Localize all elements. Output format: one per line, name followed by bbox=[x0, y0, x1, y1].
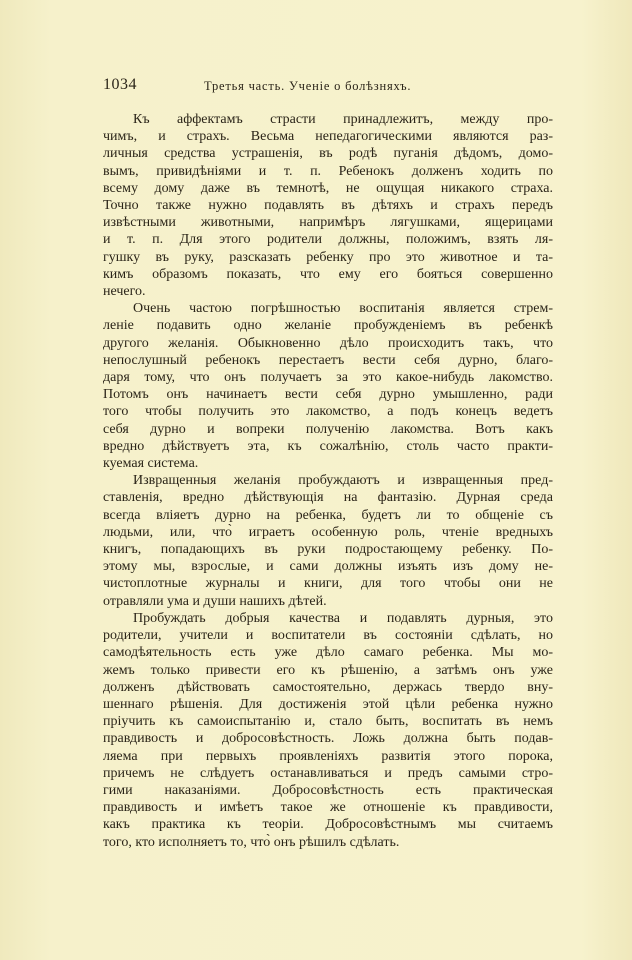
text-line: того чтобы получить это лакомство, а подъ конецъ ведетъ bbox=[103, 404, 553, 420]
text-line: этому мы, взрослые, и сами должны изъять изъ дому не- bbox=[103, 559, 553, 575]
text-line: леніе подавить одно желаніе пробужденіемъ въ ребенкѣ bbox=[103, 318, 553, 334]
text-line: другого желанія. Обыкновенно дѣло происходитъ такъ, что bbox=[103, 335, 553, 351]
text-line: Пробуждать добрыя качества и подавлять дурныя, это bbox=[133, 610, 553, 626]
text-line: причемъ не слѣдуетъ останавливаться и предъ самыми стро- bbox=[103, 765, 553, 781]
text-line: Потомъ онъ начинаетъ вести себя дурно умышленно, ради bbox=[103, 387, 553, 403]
text-line: гушку въ руку, разсказать ребенку про это животное и та- bbox=[103, 249, 553, 265]
text-line: извѣстными животными, напримѣръ лягушками, ящерицами bbox=[103, 215, 553, 231]
text-line: гими наказаніями. Добросовѣстность есть практическая bbox=[103, 782, 553, 798]
text-line: жемъ только привести его къ рѣшенію, а затѣмъ онъ уже bbox=[103, 662, 553, 678]
text-line: куемая система. bbox=[103, 456, 199, 472]
text-line: того, кто исполняетъ то, что̀ онъ рѣшилъ сдѣлать. bbox=[103, 834, 400, 850]
running-header bbox=[103, 76, 553, 98]
text-line: кимъ образомъ показать, что ему его бояться совершенно bbox=[103, 266, 553, 282]
paragraph bbox=[103, 111, 553, 300]
text-line: чистоплотные журналы и книги, для того чтобы они не bbox=[103, 576, 553, 592]
text-line: непослушный ребенокъ перестаетъ вести себя дурно, благо- bbox=[103, 352, 553, 368]
text-line: чимъ, и страхъ. Весьма непедагогическими являются раз- bbox=[103, 129, 553, 145]
text-line: ставленія, вредно дѣйствующія на фантазію. Дурная среда bbox=[103, 490, 553, 506]
text-line: вредно дѣйствуетъ эта, къ сожалѣнію, столь часто практи- bbox=[103, 438, 553, 454]
paragraph bbox=[103, 610, 553, 851]
text-line: пріучить къ самоиспытанію и, стало быть, воспитать въ немъ bbox=[103, 714, 553, 730]
text-line: книгъ, попадающихъ въ руки подростающему ребенку. По- bbox=[103, 542, 553, 558]
running-title: Третья часть. Ученіе о болѣзняхъ. bbox=[204, 79, 412, 93]
text-line: и т. п. Для этого родители должны, положимъ, взять ля- bbox=[103, 232, 553, 248]
text-line: какъ практика къ теоріи. Добросовѣстнымъ мы считаемъ bbox=[103, 817, 553, 833]
text-line: самодѣятельность есть уже дѣло самаго ребенка. Мы мо- bbox=[103, 645, 553, 661]
text-line: себя дурно и вопреки полученію лакомства. Вотъ какъ bbox=[103, 421, 553, 437]
text-line: личныя средства устрашенія, въ родѣ пуганія дѣдомъ, домо- bbox=[103, 146, 553, 162]
text-line: Извращенныя желанія пробуждаютъ и извращенныя пред- bbox=[133, 473, 553, 489]
text-line: людьми, или, что̀ играетъ особенную роль, чтеніе вредныхъ bbox=[103, 524, 553, 540]
text-line: Къ аффектамъ страсти принадлежитъ, между про- bbox=[133, 112, 553, 127]
text-line: правдивость и имѣетъ такое же отношеніе къ правдивости, bbox=[103, 800, 553, 816]
text-line: долженъ дѣйствовать самостоятельно, держась твердо вну- bbox=[103, 679, 553, 695]
text-line: шеннаго рѣшенія. Для достиженія этой цѣли ребенка нужно bbox=[103, 696, 553, 712]
text-line: Точно также нужно подавлять въ дѣтяхъ и страхъ передъ bbox=[103, 198, 553, 214]
paragraph bbox=[103, 300, 553, 472]
text-line: вымъ, привидѣніями и т. п. Ребенокъ долженъ ходить по bbox=[103, 163, 553, 179]
text-line: родители, учители и воспитатели въ состояніи сдѣлать, но bbox=[103, 628, 553, 644]
text-line: Очень частою погрѣшностью воспитанія является стрем- bbox=[133, 301, 553, 317]
text-line: ляема при первыхъ проявленіяхъ развитія этого порока, bbox=[103, 748, 553, 764]
text-line: нечего. bbox=[103, 284, 146, 300]
text-line: отравляли ума и души нашихъ дѣтей. bbox=[103, 593, 327, 609]
text-line: всегда вліяетъ дурно на ребенка, будетъ ли то общеніе съ bbox=[103, 507, 553, 523]
body-text bbox=[103, 111, 553, 851]
page-number: 1034 bbox=[103, 76, 137, 93]
text-line: всему дому даже въ темнотѣ, не ощущая никакого страха. bbox=[103, 180, 553, 196]
text-line: правдивость и добросовѣстность. Ложь должна быть подав- bbox=[103, 731, 553, 747]
paragraph bbox=[103, 472, 553, 610]
text-line: даря тому, что онъ получаетъ за это какое-нибудь лакомство. bbox=[103, 370, 553, 386]
